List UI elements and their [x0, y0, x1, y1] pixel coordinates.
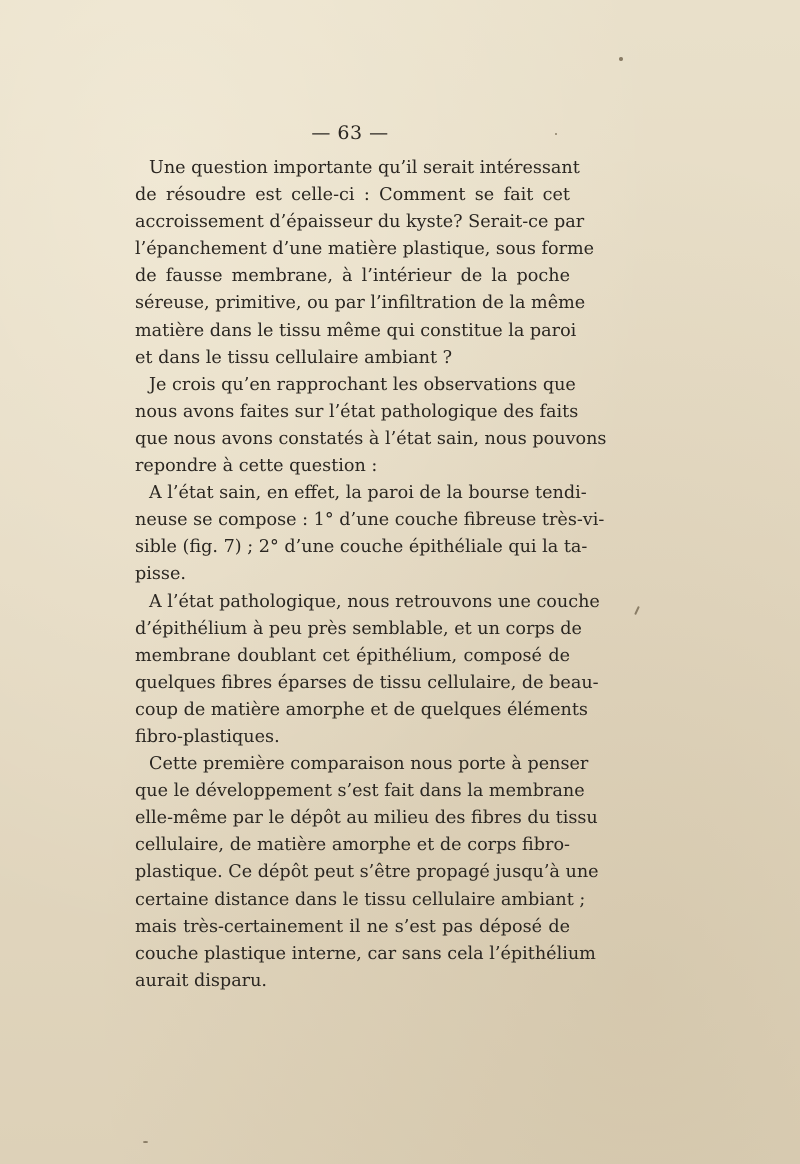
text-line: de résoudre est celle-ci : Comment se fait cet	[135, 185, 570, 206]
text-line: l’épanchement d’une matière plastique, sous forme	[135, 239, 595, 260]
text-line: que nous avons constatés à l’état sain, nous pouvons	[135, 428, 607, 449]
text-line: d’épithélium à peu près semblable, et un corps de	[135, 618, 582, 639]
text-line: pisse.	[135, 564, 186, 585]
paper-speck	[555, 133, 557, 135]
text-line: couche plastique interne, car sans cela l’épithélium	[135, 943, 596, 964]
text-line: membrane doublant cet épithélium, composé de	[135, 645, 570, 666]
text-line: que le développement s’est fait dans la membrane	[135, 781, 585, 802]
text-line: et dans le tissu cellulaire ambiant ?	[135, 347, 453, 368]
text-line: sible (fig. 7) ; 2° d’une couche épithéliale qui la ta-	[135, 537, 588, 558]
paper-speck	[143, 1141, 148, 1143]
text-line: Je crois qu’en rapprochant les observations que	[149, 374, 576, 395]
text-line: quelques fibres éparses de tissu cellulaire, de beau-	[135, 672, 599, 693]
text-line: Cette première comparaison nous porte à penser	[149, 754, 589, 775]
text-line: mais très-certainement il ne s’est pas déposé de	[135, 916, 570, 937]
text-line: fibro-plastiques.	[135, 726, 280, 747]
text-line: aurait disparu.	[135, 970, 268, 991]
text-line: séreuse, primitive, ou par l’infiltration de la même	[135, 293, 586, 314]
text-line: nous avons faites sur l’état pathologique des faits	[135, 401, 579, 422]
text-line: elle-même par le dépôt au milieu des fibres du tissu	[135, 808, 598, 829]
text-line: A l’état pathologique, nous retrouvons une couche	[149, 591, 600, 612]
text-line: cellulaire, de matière amorphe et de corps fibro-	[135, 835, 570, 856]
paper-speck	[634, 606, 640, 615]
page-number: — 63 —	[311, 122, 389, 144]
text-line: repondre à cette question :	[135, 456, 378, 477]
paper-speck	[619, 57, 623, 61]
text-line: Une question importante qu’il serait intéressant	[149, 158, 580, 178]
text-line: neuse se compose : 1° d’une couche fibreuse très-vi-	[135, 510, 605, 531]
text-line: coup de matière amorphe et de quelques éléments	[135, 699, 588, 720]
text-line: accroissement d’épaisseur du kyste? Serait-ce par	[135, 212, 585, 233]
text-line: certaine distance dans le tissu cellulaire ambiant ;	[135, 889, 586, 910]
text-line: A l’état sain, en effet, la paroi de la bourse tendi-	[149, 483, 587, 504]
text-line: de fausse membrane, à l’intérieur de la poche	[135, 266, 570, 287]
text-line: matière dans le tissu même qui constitue la paroi	[135, 320, 577, 341]
text-line: plastique. Ce dépôt peut s’être propagé jusqu’à une	[135, 862, 599, 883]
body-text	[135, 155, 607, 995]
